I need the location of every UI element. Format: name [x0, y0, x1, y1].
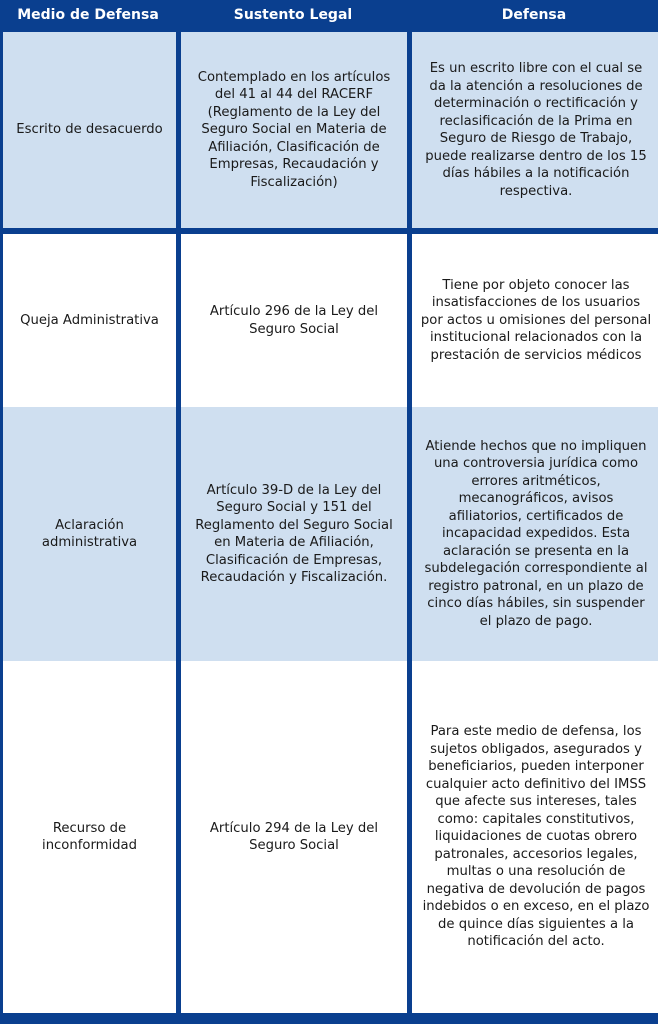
table-row	[0, 407, 658, 661]
header-sustento: Sustento Legal	[233, 7, 353, 23]
cell-medio: Recurso de inconformidad	[3, 661, 176, 1013]
table-row	[0, 32, 658, 228]
header-medio: Medio de Defensa	[17, 7, 159, 23]
table-header	[0, 0, 658, 30]
cell-sustento: Artículo 39-D de la Ley del Seguro Social y 151 del Reglamento del Seguro Social en Materia de Afiliación, Clasificación de Empresas, Recaudación y Fiscalización.	[181, 407, 407, 661]
cell-defensa: Tiene por objeto conocer las insatisfacciones de los usuarios por actos u omisiones del personal institucional relacionados con la prestación de servicios médicos	[412, 234, 658, 407]
table-row	[0, 234, 658, 407]
cell-sustento: Artículo 294 de la Ley del Seguro Social	[181, 661, 407, 1013]
header-defensa: Defensa	[501, 7, 567, 23]
cell-medio: Escrito de desacuerdo	[3, 32, 176, 228]
cell-defensa: Atiende hechos que no impliquen una controversia jurídica como errores aritméticos, mecanográficos, avisos afiliatorios, certificados de incapacidad expedidos. Esta aclaración se presenta en la subdelegación correspondiente al registro patronal, en un plazo de cinco días hábiles, sin suspender el plazo de pago.	[412, 407, 658, 661]
cell-defensa: Es un escrito libre con el cual se da la atención a resoluciones de determinación o rectificación y reclasificación de la Prima en Seguro de Riesgo de Trabajo, puede realizarse dentro de los 15 días hábiles a la notificación respectiva.	[412, 32, 658, 228]
cell-medio: Aclaración administrativa	[3, 407, 176, 661]
cell-sustento: Contemplado en los artículos del 41 al 44 del RACERF (Reglamento de la Ley del Seguro Social en Materia de Afiliación, Clasificación de Empresas, Recaudación y Fiscalización)	[181, 32, 407, 228]
cell-medio: Queja Administrativa	[3, 234, 176, 407]
cell-defensa: Para este medio de defensa, los sujetos obligados, asegurados y beneficiarios, pueden interponer cualquier acto definitivo del IMSS que afecte sus intereses, tales como: capitales constitutivos, liquidaciones de cuotas obrero patronales, accesorios legales, multas o una resolución de negativa de devolución de pagos indebidos o en exceso, en el plazo de quince días siguientes a la notificación del acto.	[412, 661, 658, 1013]
table-row	[0, 661, 658, 1013]
cell-sustento: Artículo 296 de la Ley del Seguro Social	[181, 234, 407, 407]
